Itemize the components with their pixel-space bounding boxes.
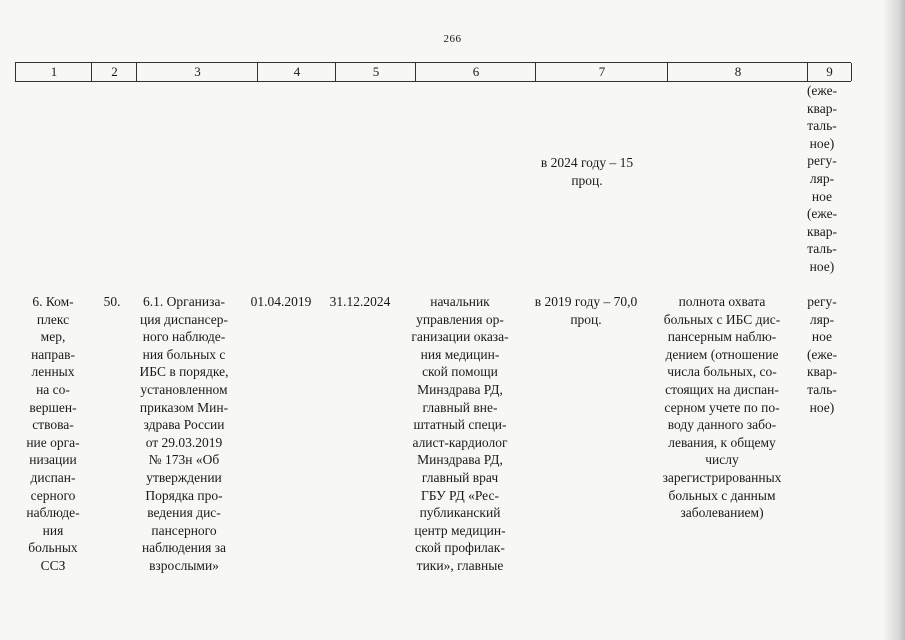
header-col-7: 7 bbox=[535, 63, 668, 81]
continuation-target-value: в 2024 году – 15 проц. bbox=[540, 155, 634, 188]
periodicity-cell: регу- ляр- ное (еже- квар- таль- ное) bbox=[806, 294, 838, 415]
header-col-6: 6 bbox=[415, 63, 536, 81]
header-col-5: 5 bbox=[335, 63, 416, 81]
continuation-periodicity: (еже- квар- таль- ное) регу- ляр- ное (еже- квар- таль- ное) bbox=[806, 83, 838, 274]
activity-section-cell: 6. Ком- плекс мер, направ- ленных на со- вершен- ствова- ние орга- низации диспан- серного наблюде- ния больных ССЗ bbox=[26, 294, 80, 573]
header-col-2: 2 bbox=[91, 63, 137, 81]
page-number: 266 bbox=[443, 33, 462, 45]
row-number-cell: 50. bbox=[103, 294, 121, 309]
indicator-description-cell: полнота охвата больных с ИБС дис- пансерным наблю- дением (отношение числа больных, со- стоящих на диспан- серном учете по по- воду данного забо- левания, к общему числу зарегистрированных больных с данным заболеванием) bbox=[662, 294, 782, 521]
measure-description-cell: 6.1. Организа- ция диспансер- ного наблюде- ния больных с ИБС в порядке, установленном приказом Мин- здрава России от 29.03.2019 № 173н «Об утверждении Порядка про- ведения дис- пансерного наблюдения за взрослыми» bbox=[139, 294, 229, 573]
header-col-3: 3 bbox=[136, 63, 258, 81]
header-col-9: 9 bbox=[807, 63, 852, 81]
header-col-4: 4 bbox=[257, 63, 336, 81]
header-col-8: 8 bbox=[667, 63, 808, 81]
scan-page-edge bbox=[883, 0, 905, 640]
end-date-cell: 31.12.2024 bbox=[329, 294, 391, 309]
responsible-person-cell: начальник управления ор- ганизации оказа- ния медицин- ской помощи Минздрава РД, главный вне- штатный специ- алист-кардиолог Минздрава РД, главный врач ГБУ РД «Рес- публиканский центр медицин- ской профилак- тики», главные bbox=[411, 294, 509, 573]
header-col-1: 1 bbox=[15, 63, 92, 81]
start-date-cell: 01.04.2019 bbox=[250, 294, 312, 309]
target-value-cell: в 2019 году – 70,0 проц. bbox=[534, 294, 638, 327]
column-number-header bbox=[15, 62, 851, 82]
